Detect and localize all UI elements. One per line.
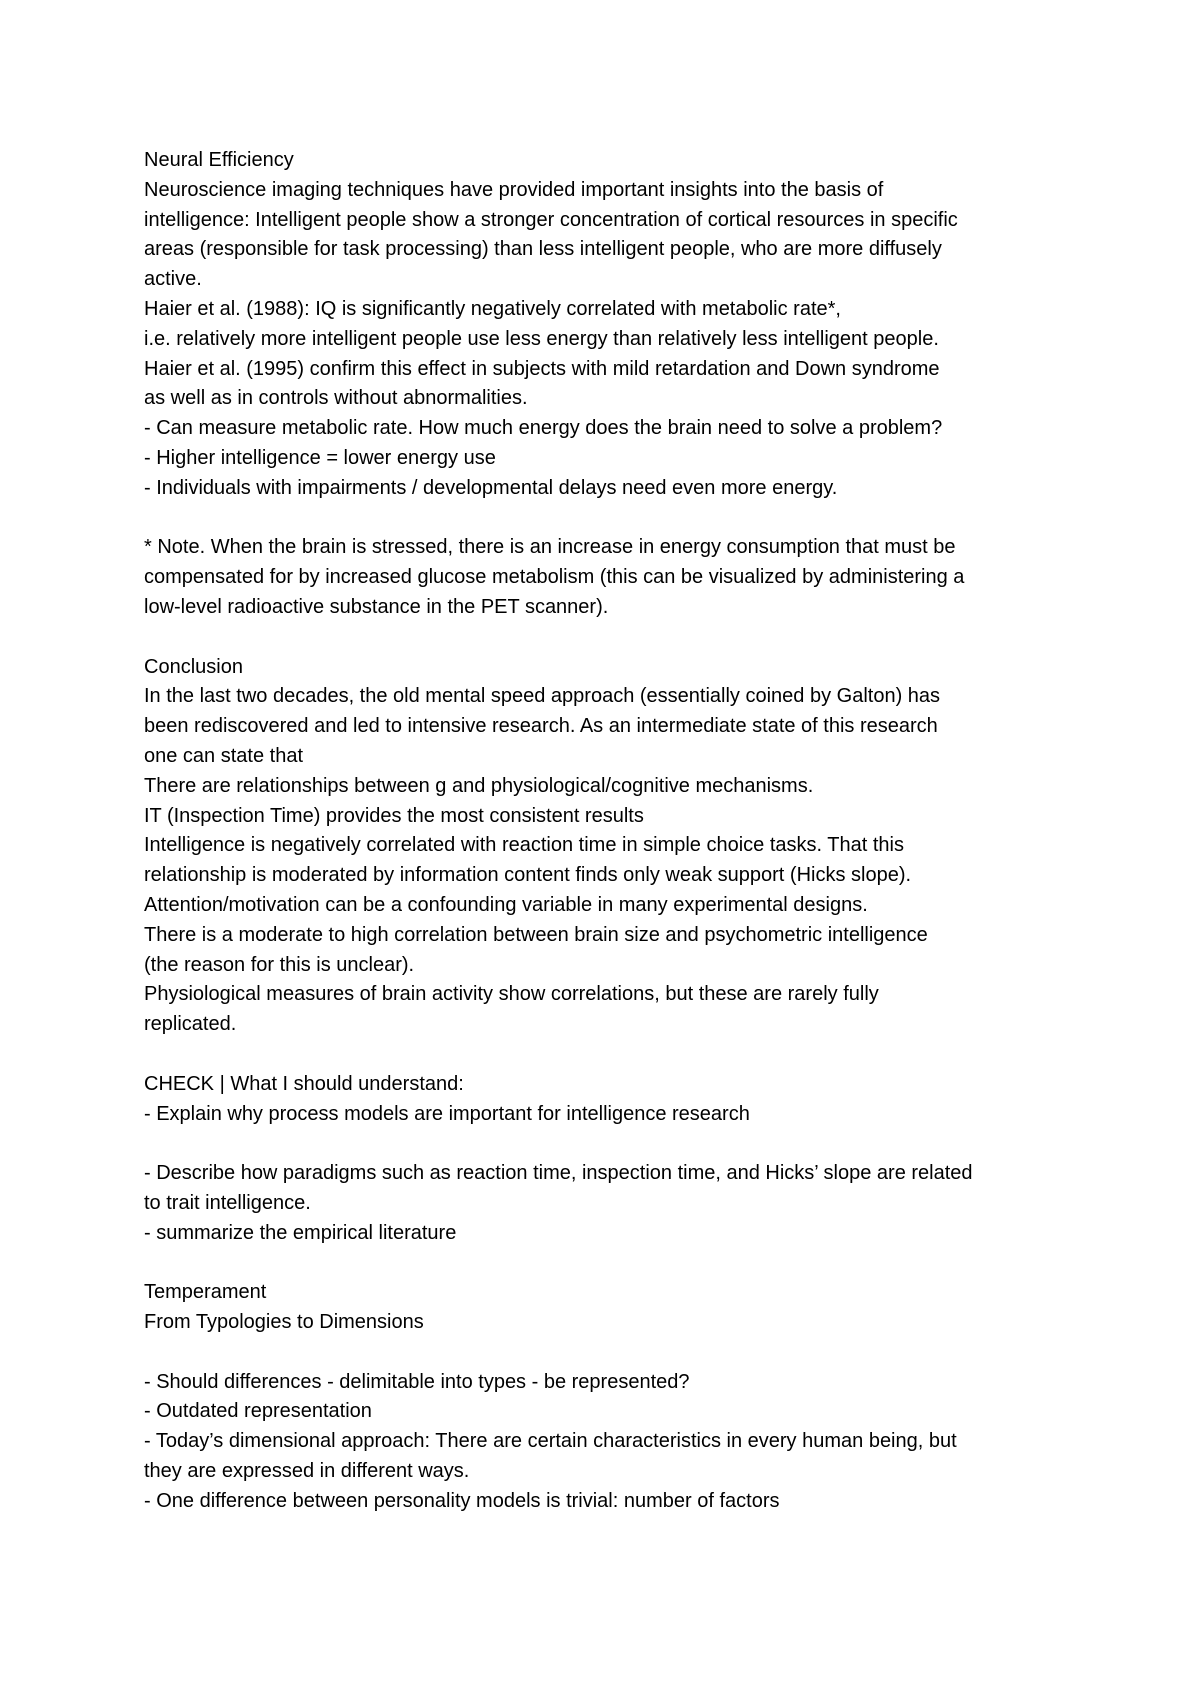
section-heading-temperament: Temperament — [144, 1281, 267, 1304]
text-line: Haier et al. (1988): IQ is significantly negatively correlated with metabolic rate*, — [144, 297, 841, 320]
text-line: - One difference between personality models is trivial: number of factors — [144, 1489, 780, 1512]
text-line: been rediscovered and led to intensive research. As an intermediate state of this research — [144, 715, 938, 738]
text-line: - Individuals with impairments / developmental delays need even more energy. — [144, 476, 838, 499]
blank-line — [144, 623, 1074, 653]
blank-line — [144, 1338, 1074, 1368]
blank-line — [144, 1129, 1074, 1159]
text-line: There are relationships between g and physiological/cognitive mechanisms. — [144, 774, 814, 797]
blank-line — [144, 1040, 1074, 1070]
text-line: relationship is moderated by information content finds only weak support (Hicks slope). — [144, 864, 912, 887]
text-line: - summarize the empirical literature — [144, 1221, 457, 1244]
subheading-typologies-to-dimensions: From Typologies to Dimensions — [144, 1311, 424, 1334]
section-heading-neural-efficiency: Neural Efficiency — [144, 149, 294, 171]
text-line: - Higher intelligence = lower energy use — [144, 446, 496, 469]
text-line: low-level radioactive substance in the PET scanner). — [144, 595, 609, 618]
text-line: to trait intelligence. — [144, 1191, 311, 1214]
text-line: as well as in controls without abnormalities. — [144, 387, 528, 410]
document-body — [144, 146, 1074, 1517]
text-line: Haier et al. (1995) confirm this effect in subjects with mild retardation and Down syndrome — [144, 357, 940, 380]
blank-line — [144, 504, 1074, 534]
text-line: compensated for by increased glucose metabolism (this can be visualized by administering a — [144, 566, 965, 589]
text-line: - Can measure metabolic rate. How much energy does the brain need to solve a problem? — [144, 417, 943, 440]
text-line: intelligence: Intelligent people show a stronger concentration of cortical resources in specific — [144, 208, 958, 231]
text-line: - Should differences - delimitable into types - be represented? — [144, 1370, 690, 1393]
text-line: - Outdated representation — [144, 1400, 372, 1423]
text-line: replicated. — [144, 1013, 237, 1036]
text-line: i.e. relatively more intelligent people use less energy than relatively less intelligent people. — [144, 327, 939, 350]
text-line: (the reason for this is unclear). — [144, 953, 415, 976]
text-line: - Today’s dimensional approach: There are certain characteristics in every human being, but — [144, 1430, 957, 1453]
text-line: There is a moderate to high correlation between brain size and psychometric intelligence — [144, 923, 928, 946]
text-line: * Note. When the brain is stressed, there is an increase in energy consumption that must be — [144, 536, 956, 559]
text-line: - Explain why process models are important for intelligence research — [144, 1102, 750, 1125]
section-heading-conclusion: Conclusion — [144, 655, 243, 678]
text-line: - Describe how paradigms such as reaction time, inspection time, and Hicks’ slope are related — [144, 1162, 973, 1185]
text-line: active. — [144, 268, 202, 291]
text-line: areas (responsible for task processing) than less intelligent people, who are more diffusely — [144, 238, 942, 261]
blank-line — [144, 1248, 1074, 1278]
text-line: one can state that — [144, 744, 304, 767]
text-line: Physiological measures of brain activity show correlations, but these are rarely fully — [144, 983, 879, 1006]
text-line: Neuroscience imaging techniques have provided important insights into the basis of — [144, 178, 884, 201]
text-line: In the last two decades, the old mental speed approach (essentially coined by Galton) has — [144, 685, 941, 708]
text-line: IT (Inspection Time) provides the most consistent results — [144, 804, 644, 827]
text-line: Intelligence is negatively correlated with reaction time in simple choice tasks. That this — [144, 834, 904, 857]
text-line: they are expressed in different ways. — [144, 1460, 470, 1483]
check-heading: CHECK | What I should understand: — [144, 1072, 464, 1095]
text-line: Attention/motivation can be a confounding variable in many experimental designs. — [144, 893, 868, 916]
